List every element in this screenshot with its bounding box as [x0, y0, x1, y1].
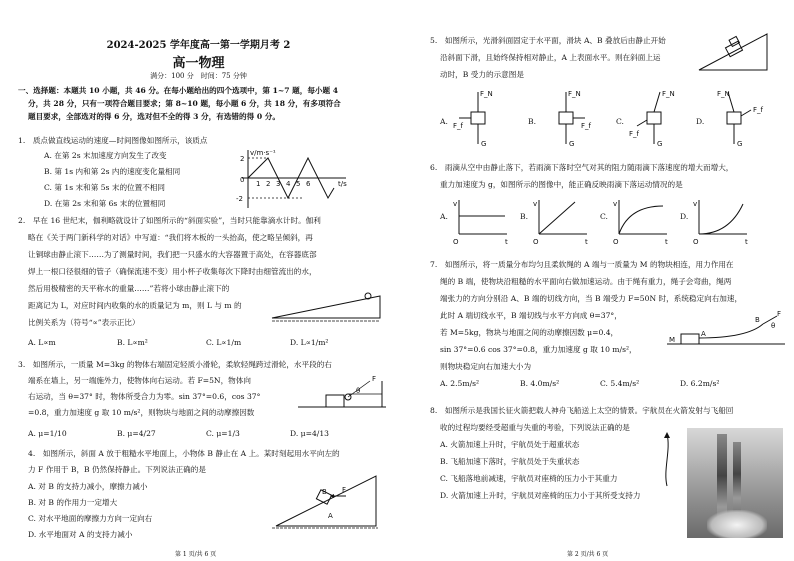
q5-option-b: B.	[528, 117, 536, 126]
q6-d-v: v	[693, 200, 698, 208]
q8-line-1: 8. 如图所示是我国长征火箭把载人神舟飞船送上太空的情景。宇航员在火箭发射与飞船回	[430, 406, 734, 415]
q1-tick-x-5: 5	[296, 180, 301, 188]
q6-a-v: v	[453, 200, 458, 208]
q8-option-b: B. 飞船加速下落时，宇航员处于失重状态	[440, 457, 580, 466]
q3-option-c: C. μ=1/3	[206, 429, 240, 438]
q7-line-5: 若 M=5kg，物块与地面之间的动摩擦因数 μ=0.4，	[440, 328, 619, 337]
q1-option-c: C. 第 1s 末和第 5s 末的位置不相同	[44, 183, 166, 192]
q6-d-o: O	[693, 238, 699, 246]
q1-tick-y-0: 0	[240, 176, 245, 184]
q2-option-d: D. L∝1/m²	[290, 338, 329, 347]
page-footer-right: 第 2 页/共 6 页	[567, 551, 609, 558]
q3-line-4: =0.8，重力加速度 g 取 10 m/s²，则物块与地面之间的动摩擦因数	[28, 408, 255, 417]
q2-incline-figure	[268, 290, 386, 324]
q5-diagram-d	[717, 90, 764, 148]
q7-force-label: F	[777, 310, 782, 318]
q1-tick-x-6: 6	[306, 180, 311, 188]
q2-line-7: 比例关系为（符号“∝”表示正比）	[28, 318, 140, 327]
q1-stem: 1. 质点做直线运动的速度—时间图像如图所示，该质点	[18, 136, 208, 145]
q3-option-a: A. μ=1/10	[28, 429, 67, 438]
q1-option-a: A. 在第 2s 末加速度方向发生了改变	[44, 151, 167, 160]
q1-tick-x-1: 1	[256, 180, 261, 188]
q5-line-1: 5. 如图所示，光滑斜面固定于水平面，滑块 A、B 叠放后由静止开始	[430, 36, 666, 45]
q7-end-b-label: B	[755, 316, 760, 324]
q5-option-d: D.	[696, 117, 705, 126]
q7-option-b: B. 4.0m/s²	[520, 379, 560, 388]
q6-d-t: t	[745, 238, 748, 246]
q7-rope-figure	[667, 310, 787, 350]
q3-option-b: B. μ=4/27	[117, 429, 156, 438]
q6-graph-c	[613, 200, 668, 246]
instructions-line-1: 一、选择题：本题共 10 小题，共 46 分。在每小题给出的四个选项中，第 1~7 题，每小题 4	[18, 86, 339, 95]
q8-option-c: C. 飞船落地前减速，宇航员对座椅的压力小于其重力	[440, 474, 618, 483]
page-footer-left: 第 1 页/共 6 页	[175, 551, 217, 558]
q7-option-c: C. 5.4m/s²	[600, 379, 640, 388]
q7-mass-label: M	[669, 336, 676, 344]
q2-line-2: 略在《关于两门新科学的对话》中写道：“我们将木板的一头抬高，使之略呈倾斜，再	[28, 233, 313, 242]
q5-option-c: C.	[616, 117, 624, 126]
q1-tick-x-3: 3	[276, 180, 281, 188]
q6-c-o: O	[613, 238, 619, 246]
instructions-line-3: 题目要求，全部选对的得 6 分，选对但不全的得 3 分，有选错的得 0 分。	[28, 112, 280, 121]
q1-tick-x-4: 4	[286, 180, 291, 188]
q2-line-6: 距离记为 L，对应时间内收集的水的质量记为 m，则 L 与 m 的	[28, 301, 242, 310]
q2-line-4: 焊上一根口径很细的管子（确保流速不变）用小杯子收集每次下降时由细管流出的水，	[28, 267, 317, 276]
q7-line-4: 此时 A 端切线水平，B 端切线与水平方向成 θ=37°，	[440, 311, 622, 320]
q5-b-g-label: G	[569, 140, 575, 148]
q4-force-label: F	[342, 486, 347, 494]
q2-option-c: C. L∝1/m	[206, 338, 242, 347]
q1-option-d: D. 在第 2s 末和第 6s 末的位置相同	[44, 199, 166, 208]
q2-line-1: 2. 早在 16 世纪末，伽利略就设计了如图所示的“斜面实验”，当时只能靠滴水计时。伽利	[18, 216, 321, 225]
q1-tick-y-neg2: -2	[236, 195, 243, 203]
q4-slope-a-label: A	[328, 512, 333, 520]
page-2	[397, 0, 794, 561]
q4-block-b-label: B	[322, 488, 327, 496]
q7-line-6: sin 37°=0.6 cos 37°=0.8，重力加速度 g 取 10 m/s²，	[440, 345, 637, 354]
q7-end-a-label: A	[701, 330, 706, 338]
q4-line-1: 4. 如图所示，斜面 A 放于粗糙水平地面上，小物体 B 静止在 A 上。某时刻起用水平向左的	[28, 449, 340, 458]
q2-line-5: 然后用极精密的天平称水的重量……”若将小球由静止滚下的	[28, 284, 230, 293]
q3-angle-label: θ	[356, 387, 361, 395]
q8-option-d: D. 火箭加速上升时，宇航员对座椅的压力小于其所受支持力	[440, 491, 641, 500]
q4-option-c: C. 对水平地面的摩擦力方向一定向右	[28, 514, 153, 523]
q6-option-c: C.	[600, 212, 608, 221]
q5-incline-figure	[697, 30, 769, 76]
q1-tick-x-2: 2	[266, 180, 271, 188]
q2-option-b: B. L∝m²	[117, 338, 148, 347]
q5-diagram-a	[453, 90, 493, 148]
q5-c-ff-label: F_f	[629, 130, 639, 138]
q6-line-1: 6. 雨滴从空中由静止落下，若雨滴下落时空气对其的阻力随雨滴下落速度的增大而增大，	[430, 163, 734, 172]
exam-meta: 满分：100 分 时间：75 分钟	[150, 72, 247, 80]
q6-b-t: t	[585, 238, 588, 246]
q5-d-fn-label: F_N	[717, 90, 730, 98]
q6-c-v: v	[613, 200, 618, 208]
q6-option-d: D.	[680, 212, 689, 221]
q4-option-b: B. 对 B 的作用力一定增大	[28, 498, 118, 507]
q1-option-b: B. 第 1s 内和第 2s 内的速度变化量相同	[44, 167, 181, 176]
q3-force-label: F	[372, 375, 377, 383]
q6-a-o: O	[453, 238, 459, 246]
exhaust-plume	[707, 510, 767, 538]
q6-line-2: 重力加速度为 g，如图所示的图像中，能正确反映雨滴下落运动情况的是	[440, 180, 683, 189]
q8-parachute-icon	[661, 430, 673, 490]
q5-d-ff-label: F_f	[753, 106, 763, 114]
q5-line-3: 动时，B 受力的示意图是	[440, 70, 524, 79]
q5-d-g-label: G	[737, 140, 743, 148]
q5-b-fn-label: F_N	[568, 90, 581, 98]
q3-line-3: 右运动，当 θ=37° 时，物体所受合力为零。sin 37°=0.6，cos 37°	[28, 392, 261, 401]
q5-c-g-label: G	[657, 140, 663, 148]
q4-option-d: D. 水平地面对 A 的支持力减小	[28, 530, 133, 539]
q7-angle-label: θ	[771, 322, 776, 330]
q7-option-d: D. 6.2m/s²	[680, 379, 720, 388]
q8-rocket-photo	[687, 428, 783, 538]
q1-vt-graph	[230, 148, 350, 210]
q5-a-fn-label: F_N	[480, 90, 493, 98]
q7-line-3: 端张力的方向分别沿 A、B 端的切线方向，当 B 端受力 F=50N 时，系统稳定向右加速，	[440, 294, 743, 303]
q7-line-1: 7. 如图所示，将一质量分布均匀且柔软绳的 A 端与一质量为 M 的物块相连，用力作用在	[430, 260, 734, 269]
subject-title: 高一物理	[172, 56, 225, 71]
q8-line-2: 收的过程均要经受超重与失重的考验，下列说法正确的是	[440, 423, 630, 432]
q7-line-2: 绳的 B 端，使物块沿粗糙的水平面向右做加速运动。由于绳有重力，绳子会弯曲，绳两	[440, 277, 732, 286]
q3-line-1: 3. 如图所示，一质量 M=3kg 的物体右端固定轻质小滑轮，柔软轻绳跨过滑轮，水平段的右	[18, 360, 332, 369]
q4-slope-figure	[270, 470, 380, 532]
q4-line-2: 力 F 作用于 B，B 仍然保持静止。下列说法正确的是	[28, 465, 206, 474]
q6-option-a: A.	[440, 212, 448, 221]
q3-line-2: 端系在墙上，另一端施外力，使物体向右运动。若 F=5N，物体向	[28, 376, 251, 385]
q7-option-a: A. 2.5m/s²	[440, 379, 480, 388]
q6-graph-d	[693, 200, 748, 246]
q5-diagram-c	[629, 90, 675, 148]
q5-b-ff-label: F_f	[581, 122, 591, 130]
q3-pulley-figure	[296, 375, 388, 413]
q1-axis-x-label: t/s	[338, 180, 347, 188]
q5-option-a: A.	[440, 117, 448, 126]
q5-a-g-label: G	[481, 140, 487, 148]
q6-a-t: t	[505, 238, 508, 246]
q6-graph-b	[533, 200, 588, 246]
q4-option-a: A. 对 B 的支持力减小，摩擦力减小	[28, 482, 148, 491]
q8-option-a: A. 火箭加速上升时，宇航员处于超重状态	[440, 440, 580, 449]
q3-option-d: D. μ=4/13	[290, 429, 329, 438]
q7-line-7: 则物块稳定向右加速大小为	[440, 362, 532, 371]
q1-axis-y-label: v/m·s⁻¹	[250, 149, 276, 157]
q5-diagram-b	[559, 90, 592, 148]
q2-option-a: A. L∝m	[28, 338, 56, 347]
q1-tick-y-2: 2	[240, 155, 245, 163]
q5-line-2: 沿斜面下滑，且始终保持相对静止，A 上表面水平。则在斜面上运	[440, 53, 661, 62]
q6-c-t: t	[665, 238, 668, 246]
q6-b-o: O	[533, 238, 539, 246]
q5-option-diagrams	[427, 88, 787, 150]
q5-c-fn-label: F_N	[662, 90, 675, 98]
q6-option-b: B.	[520, 212, 528, 221]
q5-a-ff-label: F_f	[453, 122, 463, 130]
q6-b-v: v	[533, 200, 538, 208]
exam-title: 2024-2025 学年度高一第一学期月考 2	[106, 40, 291, 51]
q2-line-3: 让铜球由静止滚下……为了测量时间，我们把一只盛水的大容器置于高处，在容器底部	[28, 250, 317, 259]
instructions-line-2: 分，共 28 分，只有一项符合题目要求；第 8~10 题，每小题 6 分，共 18 分，有多项符合	[28, 99, 341, 108]
q6-graph-a	[453, 200, 508, 246]
